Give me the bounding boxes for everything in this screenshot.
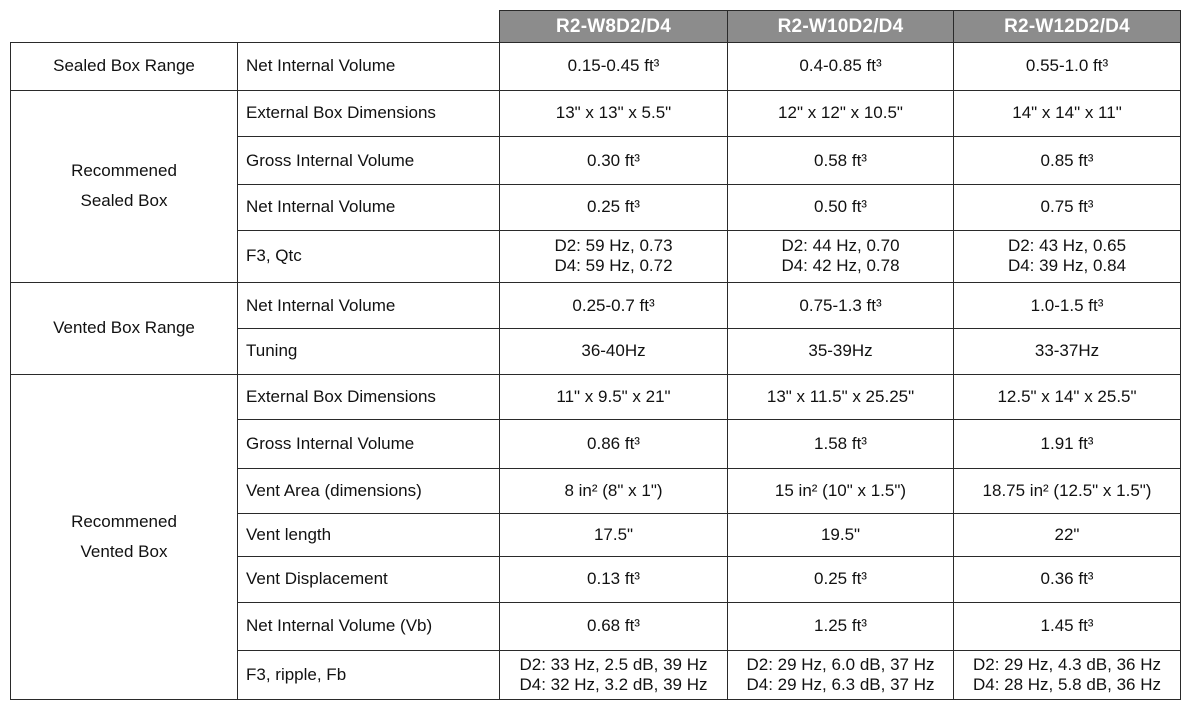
parameter-label: Vent Area (dimensions) <box>238 468 500 514</box>
value-cell: 13" x 11.5" x 25.25" <box>728 374 954 420</box>
value-cell: 12" x 12" x 10.5" <box>728 90 954 137</box>
group-label: Vented Box Range <box>53 318 195 338</box>
value-cell <box>728 230 954 283</box>
header-row <box>11 11 1181 43</box>
value-cell: 0.50 ft³ <box>728 184 954 230</box>
model-header: R2-W8D2/D4 <box>500 11 728 43</box>
group-label: Recommened <box>71 511 177 531</box>
spec-table <box>10 10 1181 700</box>
value-cell <box>954 230 1181 283</box>
parameter-label: Net Internal Volume <box>238 283 500 329</box>
value-cell: 11" x 9.5" x 21" <box>500 374 728 420</box>
value-cell: 0.75 ft³ <box>954 184 1181 230</box>
group-label-cell <box>11 374 238 700</box>
value-cell: 0.25 ft³ <box>500 184 728 230</box>
value-cell: 19.5" <box>728 514 954 557</box>
value-cell: 0.36 ft³ <box>954 556 1181 602</box>
value-cell: 1.91 ft³ <box>954 420 1181 469</box>
value-cell: 33-37Hz <box>954 328 1181 374</box>
value-cell: 35-39Hz <box>728 328 954 374</box>
group-label: Recommened <box>71 161 177 181</box>
value-cell: 22" <box>954 514 1181 557</box>
group-label: Sealed Box <box>80 191 168 211</box>
header-blank-param <box>238 11 500 43</box>
value-cell <box>500 651 728 700</box>
value-cell: 13" x 13" x 5.5" <box>500 90 728 137</box>
value-line: D4: 32 Hz, 3.2 dB, 39 Hz <box>519 675 708 695</box>
value-cell <box>954 651 1181 700</box>
value-cell: 1.45 ft³ <box>954 602 1181 651</box>
value-line: D2: 43 Hz, 0.65 <box>1007 236 1127 256</box>
parameter-label: Gross Internal Volume <box>238 137 500 185</box>
value-cell: 0.30 ft³ <box>500 137 728 185</box>
value-cell: 0.75-1.3 ft³ <box>728 283 954 329</box>
value-cell: 0.55-1.0 ft³ <box>954 43 1181 91</box>
value-cell: 1.0-1.5 ft³ <box>954 283 1181 329</box>
model-header: R2-W10D2/D4 <box>728 11 954 43</box>
table-row <box>11 43 1181 91</box>
value-cell: 17.5" <box>500 514 728 557</box>
value-cell: 1.25 ft³ <box>728 602 954 651</box>
value-cell: 0.25 ft³ <box>728 556 954 602</box>
parameter-label: Net Internal Volume (Vb) <box>238 602 500 651</box>
value-cell: 12.5" x 14" x 25.5" <box>954 374 1181 420</box>
value-line: D4: 42 Hz, 0.78 <box>781 256 900 276</box>
value-cell: 15 in² (10" x 1.5") <box>728 468 954 514</box>
table-body <box>11 43 1181 700</box>
header-blank-group <box>11 11 238 43</box>
value-cell: 0.85 ft³ <box>954 137 1181 185</box>
value-cell: 0.15-0.45 ft³ <box>500 43 728 91</box>
group-label: Vented Box <box>80 541 168 561</box>
value-line: D4: 59 Hz, 0.72 <box>554 256 673 276</box>
value-cell <box>728 651 954 700</box>
value-cell: 0.58 ft³ <box>728 137 954 185</box>
parameter-label: Net Internal Volume <box>238 184 500 230</box>
parameter-label: Vent length <box>238 514 500 557</box>
group-label-cell <box>11 283 238 374</box>
value-cell <box>500 230 728 283</box>
value-cell: 36-40Hz <box>500 328 728 374</box>
parameter-label: External Box Dimensions <box>238 90 500 137</box>
value-cell: 0.68 ft³ <box>500 602 728 651</box>
value-cell: 0.86 ft³ <box>500 420 728 469</box>
value-cell: 0.25-0.7 ft³ <box>500 283 728 329</box>
value-line: D4: 29 Hz, 6.3 dB, 37 Hz <box>746 675 935 695</box>
group-label-cell <box>11 43 238 91</box>
value-line: D2: 59 Hz, 0.73 <box>554 236 673 256</box>
parameter-label: External Box Dimensions <box>238 374 500 420</box>
parameter-label: Net Internal Volume <box>238 43 500 91</box>
parameter-label: Gross Internal Volume <box>238 420 500 469</box>
table-row <box>11 283 1181 329</box>
value-cell: 0.4-0.85 ft³ <box>728 43 954 91</box>
value-line: D4: 28 Hz, 5.8 dB, 36 Hz <box>972 675 1162 695</box>
parameter-label: Vent Displacement <box>238 556 500 602</box>
value-cell: 8 in² (8" x 1") <box>500 468 728 514</box>
value-cell: 18.75 in² (12.5" x 1.5") <box>954 468 1181 514</box>
value-line: D2: 29 Hz, 6.0 dB, 37 Hz <box>746 655 935 675</box>
value-cell: 14" x 14" x 11" <box>954 90 1181 137</box>
parameter-label: F3, Qtc <box>238 230 500 283</box>
group-label: Sealed Box Range <box>53 56 195 76</box>
value-line: D4: 39 Hz, 0.84 <box>1007 256 1127 276</box>
value-cell: 0.13 ft³ <box>500 556 728 602</box>
model-header: R2-W12D2/D4 <box>954 11 1181 43</box>
value-line: D2: 44 Hz, 0.70 <box>781 236 900 256</box>
table-row <box>11 90 1181 137</box>
parameter-label: F3, ripple, Fb <box>238 651 500 700</box>
parameter-label: Tuning <box>238 328 500 374</box>
value-line: D2: 29 Hz, 4.3 dB, 36 Hz <box>972 655 1162 675</box>
value-line: D2: 33 Hz, 2.5 dB, 39 Hz <box>519 655 708 675</box>
table-row <box>11 374 1181 420</box>
value-cell: 1.58 ft³ <box>728 420 954 469</box>
group-label-cell <box>11 90 238 283</box>
